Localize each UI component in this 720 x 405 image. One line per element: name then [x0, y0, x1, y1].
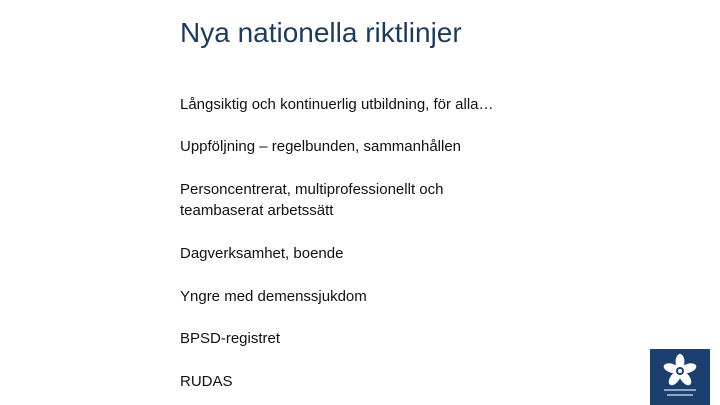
bullet-item: Långsiktig och kontinuerlig utbildning, för alla…: [180, 96, 494, 113]
bullet-item: BPSD-registret: [180, 330, 281, 347]
bullet-item: Personcentrerat, multiprofessionellt och teambaserat arbetssätt: [180, 181, 444, 219]
bullet-item: Dagverksamhet, boende: [180, 245, 344, 262]
slide-title: Nya nationella riktlinjer: [180, 17, 462, 48]
bullet-item: RUDAS: [180, 373, 233, 390]
organization-logo: [650, 349, 710, 405]
bullet-item: Yngre med demenssjukdom: [180, 288, 367, 305]
bullet-item: Uppföljning – regelbunden, sammanhållen: [180, 138, 462, 155]
flower-emblem-icon: [650, 349, 710, 405]
